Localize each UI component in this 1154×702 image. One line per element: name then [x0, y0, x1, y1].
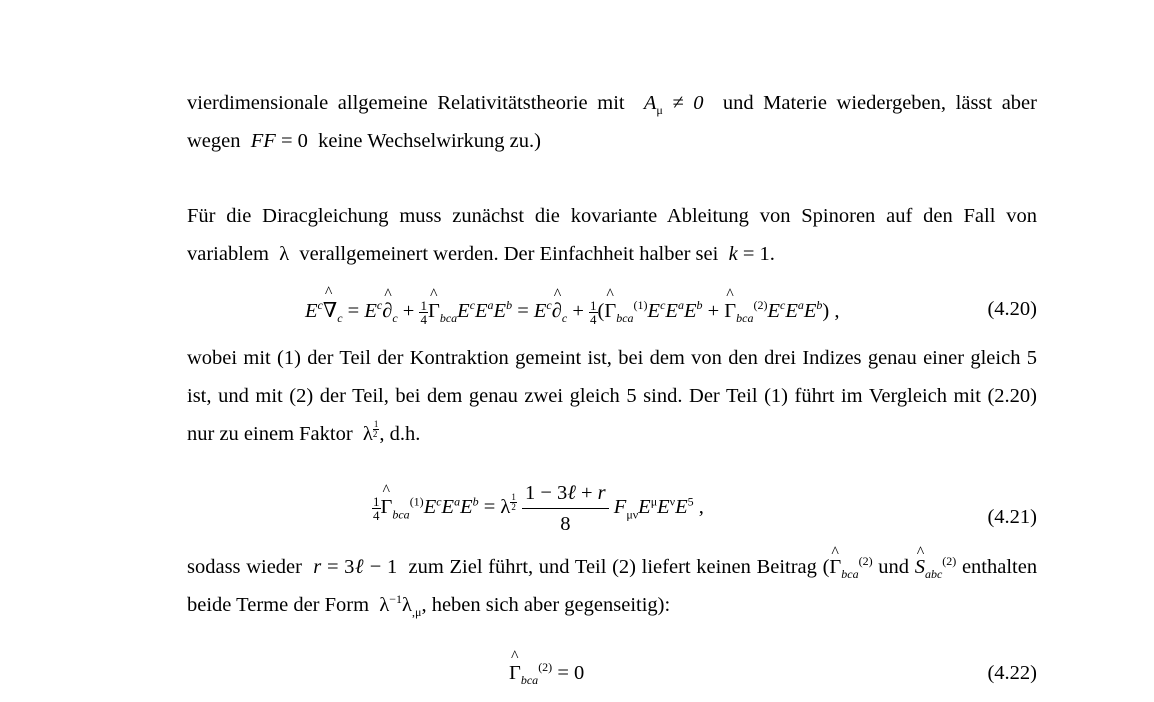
text-p4-a: sodass wieder [187, 556, 302, 578]
equation-4-22 [187, 662, 1037, 702]
equation-number-4-22: (4.22) [987, 662, 1037, 684]
text-p4-c: und [878, 556, 910, 578]
math-gamma-2: ^ $\Gamma_{bca}^{(2)}$ [829, 556, 872, 578]
text-p4-e: , heben sich aber gegenseitig): [421, 594, 671, 616]
equation-number-4-21: (4.21) [987, 506, 1037, 528]
math-ff: FF = 0 [245, 130, 308, 152]
paragraph-relativity [187, 84, 1037, 160]
paragraph-dirac: Für die Diracgleichung muss zunächst die kovariante Ableitung von Spinoren auf den Fall von variablem λ verallgemeinert werden. Der Einfachheit halber sei k = 1. [187, 205, 1037, 265]
equation-4-20 [187, 298, 1037, 338]
equation-4-20-body: $E^c\^{}$ $\nabla_c$ = $E^c\^{}$ $\partial_c$ + $\frac{1}{4}$ ^ $\Gamma_{bca}E^cE^aE^b$ = $E^c\^{}$ $\partial_c$ + $\frac{1}{4}$ (^ $\Gamma_{bca}^{(1)}E^cE^aE^b$ + ^ $\Gamma_{bca}^{(2)}E^cE^aE^b$) , [305, 298, 839, 326]
math-r-eq: r = 3ℓ − 1 [307, 556, 398, 578]
text-p4-b: zum Ziel führt, und Teil (2) liefert keinen Beitrag ( [408, 556, 830, 578]
equation-4-21-body: $\frac{1}{4}$ ^ $\Gamma_{bca}^{(1)}E^cE^aE^b = \lambda$ $^{\frac{1}{2}}$ 1 − 3ℓ + r 8 $F_{\mu\nu}E^\mu E^\nu E^5$ , [372, 478, 704, 539]
paragraph-contraction [187, 339, 1037, 453]
math-lambda: λ [274, 243, 295, 265]
text-p4-d: enthalten beide Terme der Form [187, 556, 1038, 616]
text-p2-a: Für die Diracgleichung muss zunächst die kovariante Ableitung von Spinoren auf den Fall von variablem [187, 205, 1037, 265]
math-a-mu: $A_\mu \ne 0$ [634, 92, 714, 118]
text-p2-b: verallgemeinert werden. Der Einfachheit halber sei [299, 243, 719, 265]
text-p1-b: und Materie wiedergeben, lässt aber wegen [187, 92, 1037, 152]
paragraph-result [187, 548, 1037, 624]
text-p3-end: , d.h. [379, 423, 421, 445]
equation-4-21 [187, 482, 1037, 536]
math-k: k = 1 [723, 243, 770, 265]
equation-4-22-body: ^ $\Gamma_{bca}^{(2)} = 0$ [509, 662, 584, 685]
text-p3: wobei mit (1) der Teil der Kontraktion gemeint ist, bei dem von den drei Indizes genau einer gleich 5 ist, und mit (2) der Teil, bei dem genau zwei gleich 5 sind. Der Teil (1) führt im Vergleich mit (2.20) nur zu einem Faktor [187, 347, 1037, 445]
text-p1-c: keine Wechselwirkung zu.) [318, 130, 541, 152]
math-lambda-half: λ $^{\frac{1}{2}}$ [357, 418, 379, 445]
math-s-2: ^ $S_{abc}^{(2)}$ [915, 556, 957, 578]
equation-number-4-20: (4.20) [987, 298, 1037, 320]
math-lambda-inv: $\lambda^{-1}\lambda_{,\mu}$ [374, 592, 422, 620]
text-p1-a: vierdimensionale allgemeine Relativitätstheorie mit [187, 92, 625, 114]
